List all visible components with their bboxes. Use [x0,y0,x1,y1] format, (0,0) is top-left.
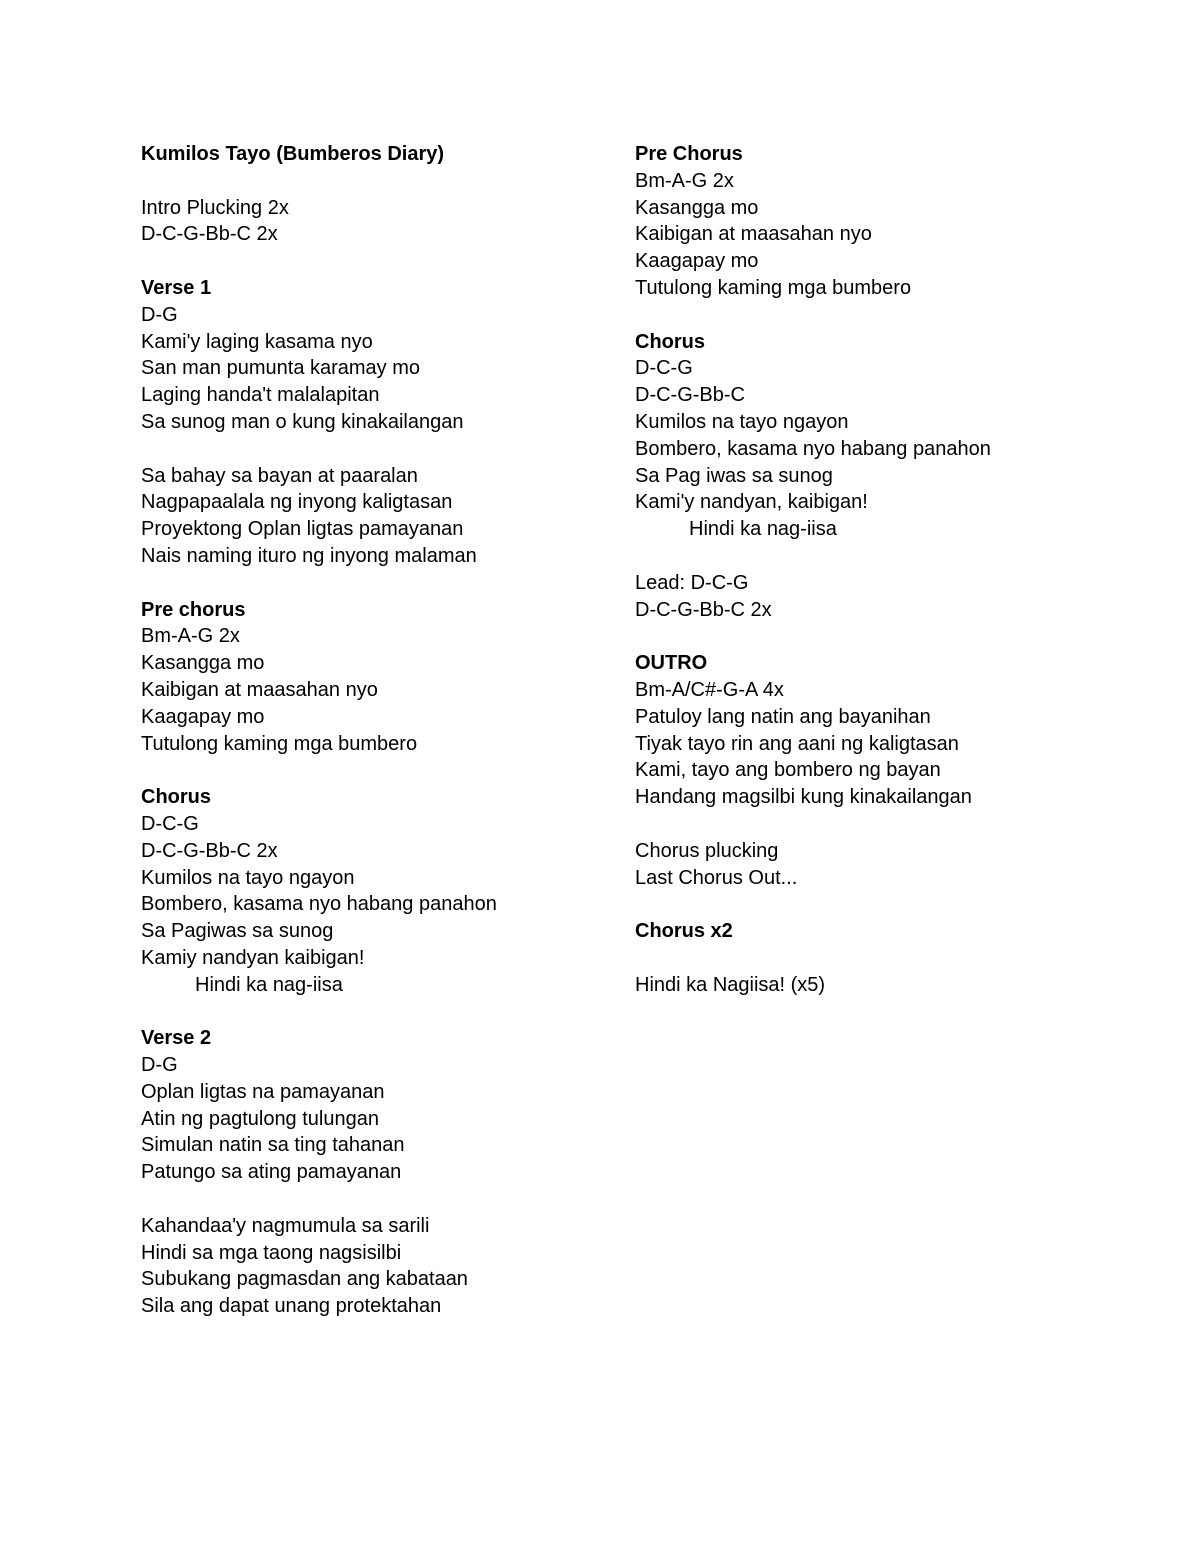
lyric-line: Atin ng pagtulong tulungan [141,1107,379,1130]
lyric-line: Kamiy nandyan kaibigan! [141,946,365,969]
blank-line [141,757,601,784]
lyric-line: Intro Plucking 2x [141,196,289,219]
lyric-line: Bombero, kasama nyo habang panahon [141,893,497,916]
lyric-line: Nagpapaalala ng inyong kaligtasan [141,491,453,514]
lyric-line: Hindi ka nag-iisa [689,518,837,541]
lyric-line: Chorus plucking [635,839,779,862]
lyric-line: Kaibigan at maasahan nyo [141,678,378,701]
right-column [635,141,1095,999]
lyric-line: D-C-G-Bb-C 2x [141,223,278,246]
lyric-line: Sa Pagiwas sa sunog [141,920,334,943]
lyric-line: Sa sunog man o kung kinakailangan [141,410,464,433]
lyric-line: Laging handa't malalapitan [141,384,380,407]
section-heading: Chorus [635,330,705,353]
lyric-line: Tutulong kaming mga bumbero [141,732,418,755]
section-heading: Chorus x2 [635,920,733,943]
lyric-line: Kahandaa'y nagmumula sa sarili [141,1214,430,1237]
lyric-line: Kami, tayo ang bombero ng bayan [635,759,941,782]
lyric-line: D-G [141,303,178,326]
lyric-line: D-G [141,1054,178,1077]
lyric-line: Kumilos na tayo ngayon [141,866,355,889]
lyric-line: D-C-G [635,357,693,380]
section-heading: Pre chorus [141,598,246,621]
blank-line [141,1186,601,1213]
blank-line [141,436,601,463]
lyric-line: Lead: D-C-G [635,571,749,594]
lyric-line: Hindi ka Nagiisa! (x5) [635,973,826,996]
lyric-line: D-C-G-Bb-C 2x [635,598,772,621]
lyric-line: Bm-A/C#-G-A 4x [635,678,784,701]
lyric-line: Kasangga mo [635,196,759,219]
lyric-line: Simulan natin sa ting tahanan [141,1134,405,1157]
lyric-line: Tutulong kaming mga bumbero [635,276,912,299]
blank-line [141,999,601,1026]
blank-line [635,891,1095,918]
lyric-line: Bm-A-G 2x [141,625,240,648]
lyric-line: Subukang pagmasdan ang kabataan [141,1268,468,1291]
section-heading: Chorus [141,786,211,809]
lyric-line: Kasangga mo [141,652,265,675]
blank-line [635,811,1095,838]
section-heading: Verse 2 [141,1027,212,1050]
blank-line [635,302,1095,329]
lyric-line: Sa bahay sa bayan at paaralan [141,464,418,487]
lyric-line: D-C-G [141,812,199,835]
left-column [141,141,601,1320]
lyric-line: Bm-A-G 2x [635,169,734,192]
lyric-line: Hindi sa mga taong nagsisilbi [141,1241,402,1264]
lyric-line: Kaibigan at maasahan nyo [635,223,872,246]
lyric-line: Kaagapay mo [141,705,265,728]
lyric-line: San man pumunta karamay mo [141,357,421,380]
lyric-line: Sila ang dapat unang protektahan [141,1295,442,1318]
lyric-line: Sa Pag iwas sa sunog [635,464,833,487]
blank-line [635,623,1095,650]
lyric-line: Kami'y laging kasama nyo [141,330,373,353]
lyric-line: Nais naming ituro ng inyong malaman [141,544,477,567]
lyric-line: D-C-G-Bb-C 2x [141,839,278,862]
lyric-line: Bombero, kasama nyo habang panahon [635,437,991,460]
lyric-line: Tiyak tayo rin ang aani ng kaligtasan [635,732,959,755]
lyric-line: Proyektong Oplan ligtas pamayanan [141,518,464,541]
lyric-line: Kami'y nandyan, kaibigan! [635,491,868,514]
lyric-line: Oplan ligtas na pamayanan [141,1080,385,1103]
lyric-line: Patuloy lang natin ang bayanihan [635,705,931,728]
blank-line [635,543,1095,570]
section-heading: Verse 1 [141,276,212,299]
blank-line [141,248,601,275]
lyric-line: Patungo sa ating pamayanan [141,1161,402,1184]
lyric-line: Hindi ka nag-iisa [195,973,343,996]
lyric-line: Kumilos na tayo ngayon [635,410,849,433]
section-heading: Kumilos Tayo (Bumberos Diary) [141,143,445,165]
lyric-line: Handang magsilbi kung kinakailangan [635,786,972,809]
section-heading: Pre Chorus [635,143,743,165]
lyric-line: Kaagapay mo [635,250,759,273]
blank-line [141,570,601,597]
lyric-line: Last Chorus Out... [635,866,798,889]
lyric-line: D-C-G-Bb-C [635,384,745,407]
blank-line [635,945,1095,972]
section-heading: OUTRO [635,652,708,675]
blank-line [141,168,601,195]
